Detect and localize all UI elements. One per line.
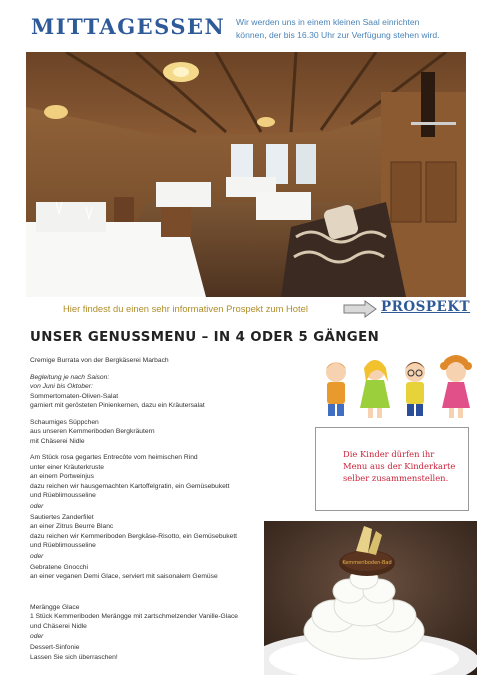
or-separator: oder	[30, 633, 44, 640]
course-line: Meränggе Glace	[30, 603, 80, 611]
course-line: an einem Portweinjus	[30, 473, 94, 480]
course-line: und Rüeblimousseline	[30, 492, 96, 499]
kids-note-line: Menu aus der Kinderkarte	[343, 461, 456, 471]
intro-line: können, der bis 16.30 Uhr zur Verfügung stehen wird.	[236, 30, 440, 40]
kids-note-line: selber zusammenstellen.	[343, 473, 449, 483]
prospekt-promo-text: Hier findest du einen sehr informativen Prospekt zum Hotel	[63, 303, 308, 314]
meringue-dessert-photo	[264, 521, 477, 675]
course-line: Begleitung je nach Saison:	[30, 373, 110, 381]
course-line: Am Stück rosa gegartes Entrecôte vom heimischen Rind	[30, 454, 198, 461]
course-line: aus unseren Kemmeriboden Bergkräutern	[30, 428, 155, 435]
course-line: Dessert-Sinfonie	[30, 644, 80, 651]
or-separator: oder	[30, 552, 44, 560]
course-line: Cremige Burrata von der Bergkäserei Marbach	[30, 357, 169, 364]
course-line: von Juni bis Oktober:	[30, 383, 93, 390]
course-line: Gebratene Gnocchi	[30, 563, 88, 571]
svg-text:Kemmeriboden-Bad: Kemmeriboden-Bad	[342, 560, 392, 566]
course-line: garniert mit gerösteten Pinienkernen, dazu ein Kräutersalat	[30, 402, 205, 409]
arrow-right-icon	[343, 300, 377, 318]
or-separator: oder	[30, 502, 44, 510]
course-line: an einer veganen Demi Glace, serviert mit saisonalem Gemüse	[30, 573, 218, 580]
course-line: unter einer Kräuterkruste	[30, 463, 104, 471]
course-line: Schaumiges Süppchen	[30, 418, 99, 426]
course-line: und Rüeblimousseline	[30, 542, 96, 549]
course-line: 1 Stück Kemmeriboden Merängge mit zartschmelzender Vanille-Glace	[30, 613, 239, 620]
intro-text	[236, 16, 468, 42]
kids-note-box	[315, 427, 469, 511]
kids-note	[343, 448, 463, 484]
course-line: Lassen Sie sich überraschen!	[30, 653, 118, 661]
menu-list	[30, 356, 270, 662]
intro-line: Wir werden uns in einem kleinen Saal einrichten	[236, 17, 420, 27]
course-line: mit Chäserei Nidle	[30, 437, 85, 445]
menu-heading: UNSER GENUSSMENU – IN 4 ODER 5 GÄNGEN	[30, 330, 380, 345]
kids-note-line: Die Kinder dürfen ihr	[343, 449, 435, 459]
prospekt-link[interactable]: PROSPEKT	[381, 299, 471, 315]
course-line: dazu reichen wir hausgemachten Kartoffelgratin, ein Gemüsebukett	[30, 482, 230, 490]
restaurant-dining-room-photo	[26, 52, 466, 297]
course-line: und Chäserei Nidle	[30, 622, 87, 630]
children-illustration	[318, 352, 478, 432]
course-line: Sautiertes Zanderfilet	[30, 513, 94, 521]
course-line: dazu reichen wir Kemmeriboden Bergkäse-Risotto, ein Gemüsebukett	[30, 532, 238, 540]
course-line: Sommertomaten-Oliven-Salat	[30, 392, 119, 400]
course-line: an einer Zitrus Beurre Blanc	[30, 523, 114, 530]
page-title: MITTAGESSEN	[31, 14, 226, 39]
